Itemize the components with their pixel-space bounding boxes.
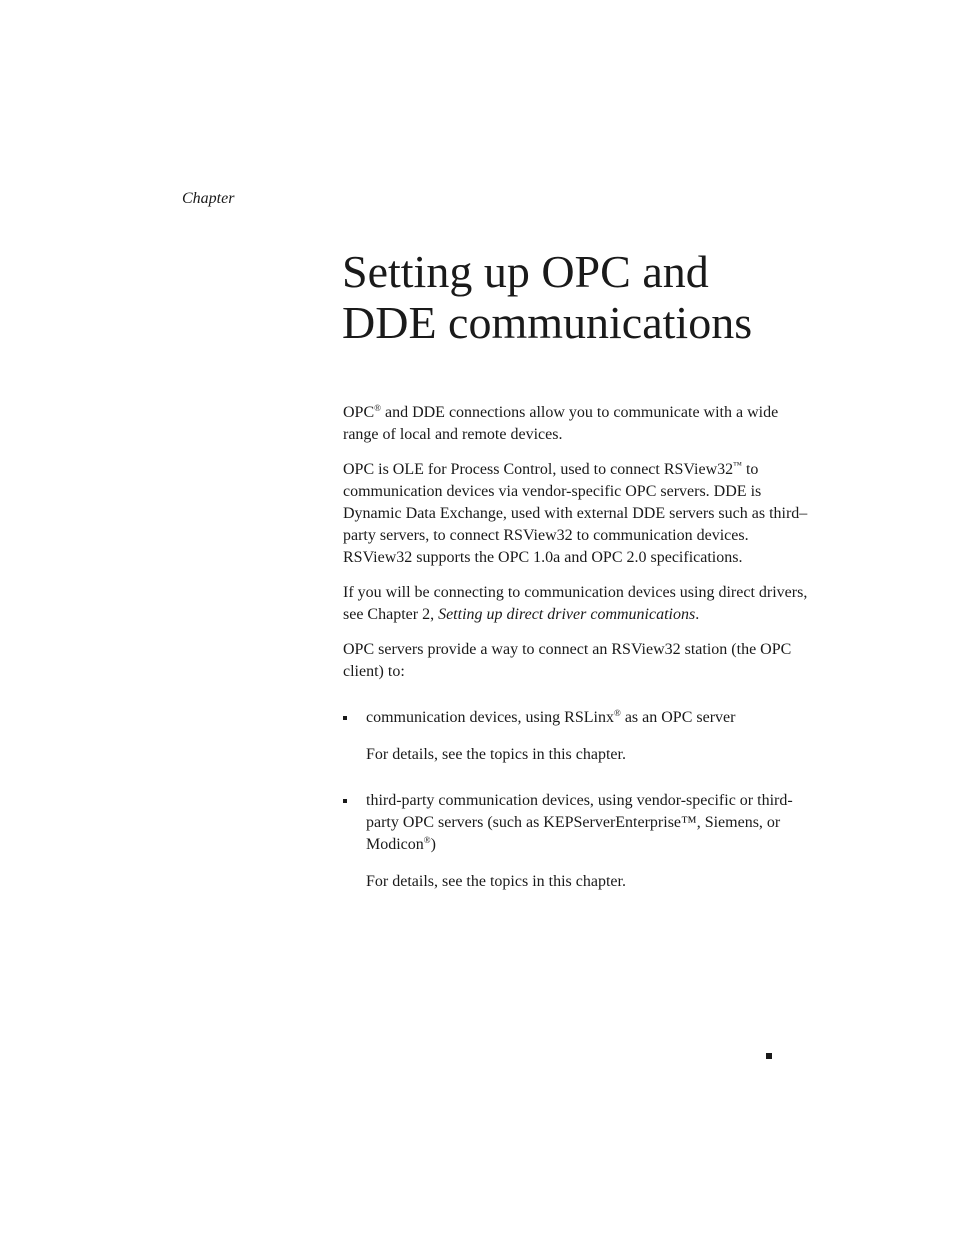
- bullet-detail: For details, see the topics in this chapter.: [366, 746, 626, 763]
- chapter-label: Chapter: [182, 190, 235, 207]
- title-line-1: Setting up OPC and: [342, 246, 709, 297]
- bullet-text: [366, 707, 813, 729]
- page-end-mark-icon: [766, 1053, 772, 1059]
- registered-mark: ®: [613, 708, 621, 718]
- registered-mark: ®: [423, 835, 431, 845]
- bullet-text-start: third-party communication devices, using vendor-specific or third-party OPC servers (such as KEPServerEnterprise™, Siemens, or Modicon: [366, 792, 793, 853]
- title-line-2: DDE communications: [342, 297, 753, 348]
- page-title: [342, 246, 862, 348]
- intro-text-end: and DDE connections allow you to communicate with a wide range of local and remote devices.: [343, 404, 779, 443]
- definitions-text-end: to communication devices via vendor-specific OPC servers. DDE is Dynamic Data Exchange, used with external DDE servers such as third–party servers, to connect RSView32 to communication devices. RSView32 supports the OPC 1.0a and OPC 2.0 specifications.: [343, 461, 808, 566]
- direct-drivers-period: .: [695, 606, 700, 623]
- bullet-text: [366, 790, 813, 856]
- definitions-text-start: OPC is OLE for Process Control, used to connect RSView32: [343, 461, 734, 478]
- square-bullet-icon: [343, 716, 347, 720]
- body-text: [343, 402, 813, 893]
- bullet-text-start: communication devices, using RSLinx: [366, 709, 614, 726]
- bullet-detail: For details, see the topics in this chapter.: [366, 873, 626, 890]
- paragraph-definitions: [343, 459, 813, 569]
- registered-mark: ®: [374, 403, 381, 413]
- paragraph-intro: [343, 402, 813, 446]
- square-bullet-icon: [343, 799, 347, 803]
- list-item: [343, 707, 813, 766]
- bullet-list: [343, 707, 813, 893]
- intro-text-start: OPC: [343, 404, 375, 421]
- chapter-reference: Setting up direct driver communications: [438, 606, 696, 623]
- trademark-mark: ™: [733, 460, 742, 470]
- direct-drivers-text: If you will be connecting to communication devices using direct drivers, see Chapter 2,: [343, 584, 808, 623]
- bullet-text-end: as an OPC server: [620, 709, 736, 726]
- paragraph-opc-servers: OPC servers provide a way to connect an RSView32 station (the OPC client) to:: [343, 641, 792, 680]
- bullet-text-end: ): [430, 836, 436, 853]
- list-item: [343, 790, 813, 893]
- paragraph-direct-drivers: [343, 582, 813, 626]
